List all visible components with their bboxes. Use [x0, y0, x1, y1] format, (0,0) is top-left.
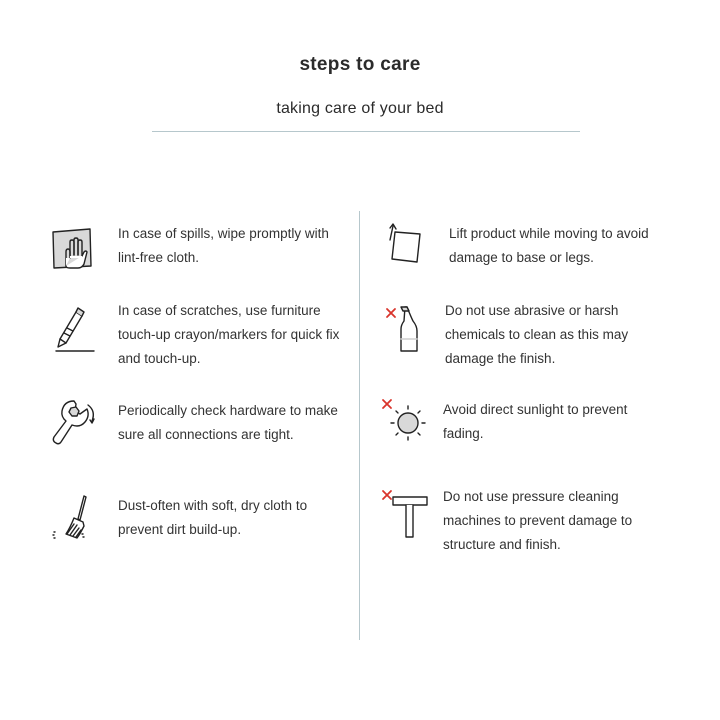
care-step-text: Do not use pressure cleaning machines to prevent damage to structure and finish. — [443, 489, 633, 552]
care-step-text: In case of scratches, use furniture touch-up crayon/markers for quick fix and touch-up. — [118, 303, 340, 366]
no-sunlight-icon — [381, 398, 431, 454]
duster-brush-icon — [50, 494, 100, 550]
page-title: steps to care — [299, 54, 421, 75]
lift-box-icon — [387, 222, 437, 278]
header-divider — [152, 131, 580, 132]
no-chemical-bottle-icon — [383, 299, 433, 355]
care-step-text: Periodically check hardware to make sure all connections are tight. — [118, 403, 338, 442]
page-subtitle: taking care of your bed — [276, 100, 444, 117]
care-step-text: Dust-often with soft, dry cloth to prevent dirt build-up. — [118, 498, 308, 537]
column-divider — [359, 211, 360, 640]
hand-wipe-cloth-icon — [50, 222, 100, 278]
wrench-hardware-icon — [50, 399, 100, 455]
care-step-text: Do not use abrasive or harsh chemicals to clean as this may damage the finish. — [445, 303, 629, 366]
care-step-text: Lift product while moving to avoid damage to base or legs. — [449, 226, 649, 265]
care-step-text: Avoid direct sunlight to prevent fading. — [443, 402, 628, 441]
no-pressure-washer-icon — [381, 485, 431, 541]
care-step-text: In case of spills, wipe promptly with lint-free cloth. — [118, 226, 329, 265]
crayon-marker-icon — [50, 299, 100, 355]
